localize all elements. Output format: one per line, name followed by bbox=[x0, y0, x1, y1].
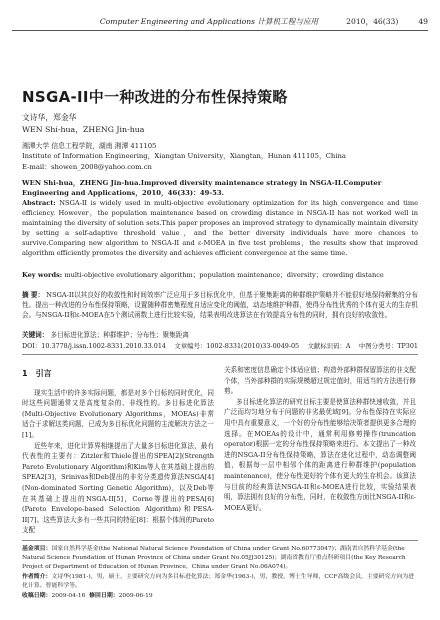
revised-date: 2009-06-19 bbox=[118, 593, 153, 599]
abstract-chinese bbox=[22, 290, 418, 320]
abstract-english-text: NSGA-II is widely used in multi-objective evolutionary optimization for its high convergence and time efficiency. However，the population maintenance based on crowding distance in NSGA-II has not worked well in maintaining the diversity of solution sets.This paper proposes an improved strategy to dynamically maintain diversity by setting a self-adaptive threshold value，and the better diversity individuals have more chances to survive.Comparing new algorithm to NSGA-II and ε-MOEA in five test problems，the results show that improved algorithm efficiently promotes the diversity and achieves efficient convergence at the same time. bbox=[22, 199, 418, 257]
body-paragraph: 多目标进化算法的研究目标主要是使算法种群快速收敛，并且广泛而均匀地分布于问题的非劣最优域[9]。分布性保持在实际应用中具有重要意义，一个好的分布性能够给决策者提供更多合理的选择。在MOEAs的设计中，通常利用修剪操作(truncation operator)根据一定的分布性保持策略来进行。本文提出了一种改进的NSGA-II分布性保持策略，算法在进化过程中，动态调整阈值，根据每一层中相邻个体的距离进行种群维护(population maintenance)，使分布性更好的个体有更大的生存机会。该算法与目前的经典算法NSGA-II和ε-MOEA进行比较，实验结果表明，算法拥有良好的分布性，同时，在收敛性方面比NSGA-II和ε-MOEA更好。 bbox=[224, 397, 416, 512]
authors-chinese: 文诗华，郑金华 bbox=[22, 113, 77, 122]
bio-note bbox=[22, 572, 418, 591]
author-email: E-mail：showen_2008@yahoo.com.cn bbox=[22, 163, 152, 171]
body-left-column bbox=[22, 363, 214, 536]
journal-name: Computer Engineering and Applications 计算机工程与应用 bbox=[99, 16, 319, 26]
body-paragraph: 近些年来，进化计算界相继提出了大量多目标进化算法，最有代表性的主要有：Zitzler和Thiele提出的SPEA[2](Strength Pareto Evolutionary Algorithm)和Kim等人在其基础上提出的SPEA2[3]，Srinivas和Deb提出的非劣分类遗传算法NSGA[4](Non-dominated Sorting Genetic Algorithm)，以及Deb等在其基础上提出的NSGA-II[5]，Corne等提出的PESA[6](Pareto Envelope-based Selection Algorithm)和PESA-II[7]。这些算法大多有一些共同的特征[8]：根据个体间的Pareto支配 bbox=[22, 441, 214, 535]
article-number: 文章编号：1002-8331(2010)33-0049-05 bbox=[174, 342, 300, 350]
keywords-chinese bbox=[22, 330, 418, 340]
bio-text: 文诗华(1981-)，男，硕士，主要研究方向为多目标进化算法；郑金华(1963-)，男，教授，博士生导师，CCF高级会员，主要研究方向为进化计算、智能科学等。 bbox=[22, 574, 415, 589]
authors-english: WEN Shi-hua，ZHENG Jin-hua bbox=[22, 125, 145, 134]
page-number: 49 bbox=[418, 16, 428, 26]
keywords-english-text: multi-objective evolutionary algorithm；population maintenance；diversity；crowding distance bbox=[64, 271, 384, 279]
keywords-chinese-text: 多目标进化算法；种群维护；分布性；聚集距离 bbox=[50, 331, 189, 339]
body-paragraph: 关系和密度信息确定个体适应值；构造外部种群保留算法的非支配个体，当外部种群的实际规模超过规定值时，用适当的方法进行修剪。 bbox=[224, 366, 416, 396]
keywords-english bbox=[22, 270, 418, 280]
received-date: 2009-04-16 bbox=[51, 593, 86, 599]
abstract-english bbox=[22, 198, 418, 258]
fund-note bbox=[22, 544, 418, 572]
body-right-column bbox=[224, 365, 416, 513]
abstract-chinese-text: NSGA-II以其良好的收敛性和时间效率广泛应用于多目标优化中，但基于聚集距离的种群维护策略并不能很好地保持解集的分布性。提出一种改进的分布性保持策略，设置随种群密集程度自适应变化的阈值，动态地维护种群，使得分布性优秀的个体有更大的生存机会。与NSGA-II和ε-MOEA在5个测试函数上进行比较实验，结果表明改进算法在有效提高分布性的同时，拥有良好的收敛性。 bbox=[22, 291, 418, 319]
footnote-divider bbox=[22, 540, 418, 541]
affiliation-chinese: 湘潭大学 信息工程学院，湖南 湘潭 411105 bbox=[22, 142, 157, 150]
keywords-chinese-label: 关键词： bbox=[22, 331, 49, 339]
abstract-label: Abstract: bbox=[22, 199, 56, 207]
citation: WEN Shi-hua，ZHENG Jin-hua.Improved diversity maintenance strategy in NSGA-II.Computer Engineering and Applications，2010，46(33)：49-53. bbox=[22, 179, 382, 197]
bio-label: 作者简介： bbox=[22, 573, 52, 580]
section-heading: 1 引言 bbox=[22, 369, 52, 378]
document-code: 文献标识码：A bbox=[307, 342, 351, 350]
doi: DOI：10.3778/j.issn.1002-8331.2010.33.014 bbox=[22, 342, 166, 350]
divider bbox=[22, 354, 418, 355]
received-label: 收稿日期： bbox=[22, 592, 52, 599]
paper-title: NSGA-II中一种改进的分布性保持策略 bbox=[22, 88, 288, 106]
footnotes bbox=[22, 544, 418, 601]
clc-number: 中图分类号：TP301 bbox=[358, 342, 418, 350]
affiliation-english: Institute of Information Engineering，Xiangtan University，Xiangtan，Hunan 411105，China bbox=[22, 152, 346, 160]
running-header bbox=[12, 14, 428, 31]
article-identifiers bbox=[22, 341, 418, 350]
fund-label: 基金项目： bbox=[22, 545, 52, 552]
keywords-label: Key words: bbox=[22, 271, 63, 279]
abstract-chinese-label: 摘 要： bbox=[22, 291, 45, 299]
revised-label: 修回日期： bbox=[89, 592, 119, 599]
journal-issue: 2010，46(33) bbox=[346, 16, 399, 26]
fund-text: 国家自然科学基金(the National Natural Science Foundation of China under Grant No.60773047)；湖南省自然科学基金(the Natural Science Foundation of Hunan Province of China under Grant No.05JJ30125)；湖南省教育厅重点科研项目(the Key Research Project of Department of Education of Hunan Province，China under Grant No.06A074)。 bbox=[22, 546, 406, 570]
body-paragraph: 现实生活中的许多实际问题，都是对多个目标的同时优化，同时这些问题通常又是高度复杂的、非线性的。多目标进化算法(Multi-Objective Evolutionary Algorithms，MOEAs)非常适合于求解这类问题，已成为多目标优化问题的主流解决方法之一[1]。 bbox=[22, 388, 214, 439]
dates-note bbox=[22, 591, 418, 601]
